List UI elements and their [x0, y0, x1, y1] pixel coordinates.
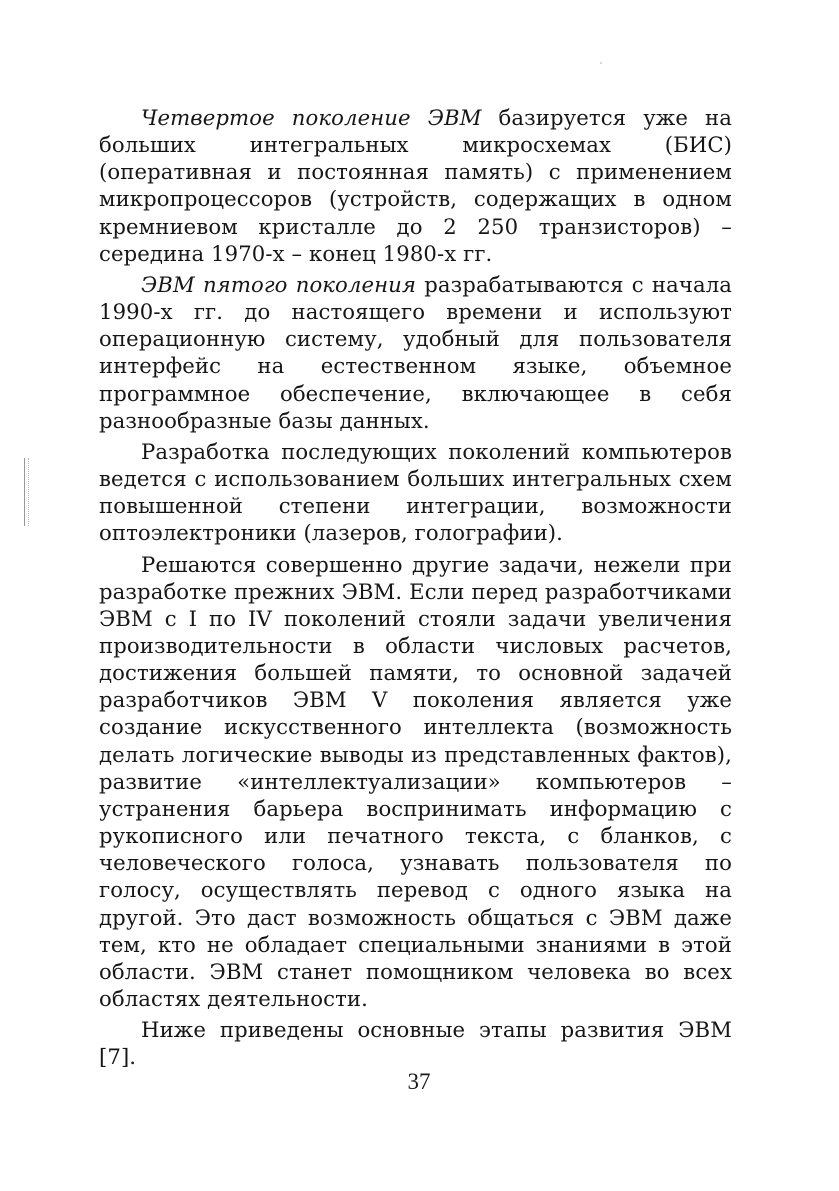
term-fourth-generation: Четвертое поколение ЭВМ	[141, 105, 482, 130]
paragraph-fourth-generation	[99, 104, 732, 267]
paragraph-text: Ниже приведены основные этапы развития ЭВМ [7].	[99, 1017, 732, 1070]
page-number: 37	[407, 1069, 431, 1094]
margin-scan-mark	[24, 458, 29, 526]
scan-speck	[600, 62, 602, 64]
paragraph-text: разрабатываются с начала 1990-х гг. до настоящего времени и используют операционную систему, удобный для пользователя интерфейс на естественном языке, объемное программное обеспечение, включающее в себя разнообразные базы данных.	[99, 271, 732, 433]
term-fifth-generation: ЭВМ пятого поколения	[141, 271, 417, 297]
paragraph-stages-intro	[99, 1016, 732, 1070]
paragraph-next-generations	[99, 438, 732, 547]
paragraph-new-tasks	[99, 551, 732, 1013]
paragraph-text: базируется уже на больших интегральных микросхемах (БИС) (оперативная и постоянная память) с применением микропроцессоров (устройств, содержащих в одном кремниевом кристалле до 2 250 транзисторов) – середина 1970-х – конец 1980-х гг.	[99, 105, 732, 266]
body-text	[99, 104, 732, 1070]
paragraph-fifth-generation	[99, 271, 732, 434]
paragraph-text: Разработка последующих поколений компьютеров ведется с использованием больших интегральных схем повышенной степени интеграции, возможности оптоэлектроники (лазеров, голографии).	[99, 438, 732, 546]
paragraph-text: Решаются совершенно другие задачи, нежели при разработке прежних ЭВМ. Если перед разработчиками ЭВМ с I по IV поколений стояли задачи увеличения производительности в области числовых расчетов, достижения большей памяти, то основной задачей разработчиков ЭВМ V поколения является уже создание искусственного интеллекта (возможность делать логические выводы из представленных фактов), развитие «интеллектуализации» компьютеров – устранения барьера воспринимать информацию с рукописного или печатного текста, с бланков, с человеческого голоса, узнавать пользователя по голосу, осуществлять перевод с одного языка на другой. Это даст возможность общаться с ЭВМ даже тем, кто не обладает специальными знаниями в этой области. ЭВМ станет помощником человека во всех областях деятельности.	[99, 551, 732, 1011]
